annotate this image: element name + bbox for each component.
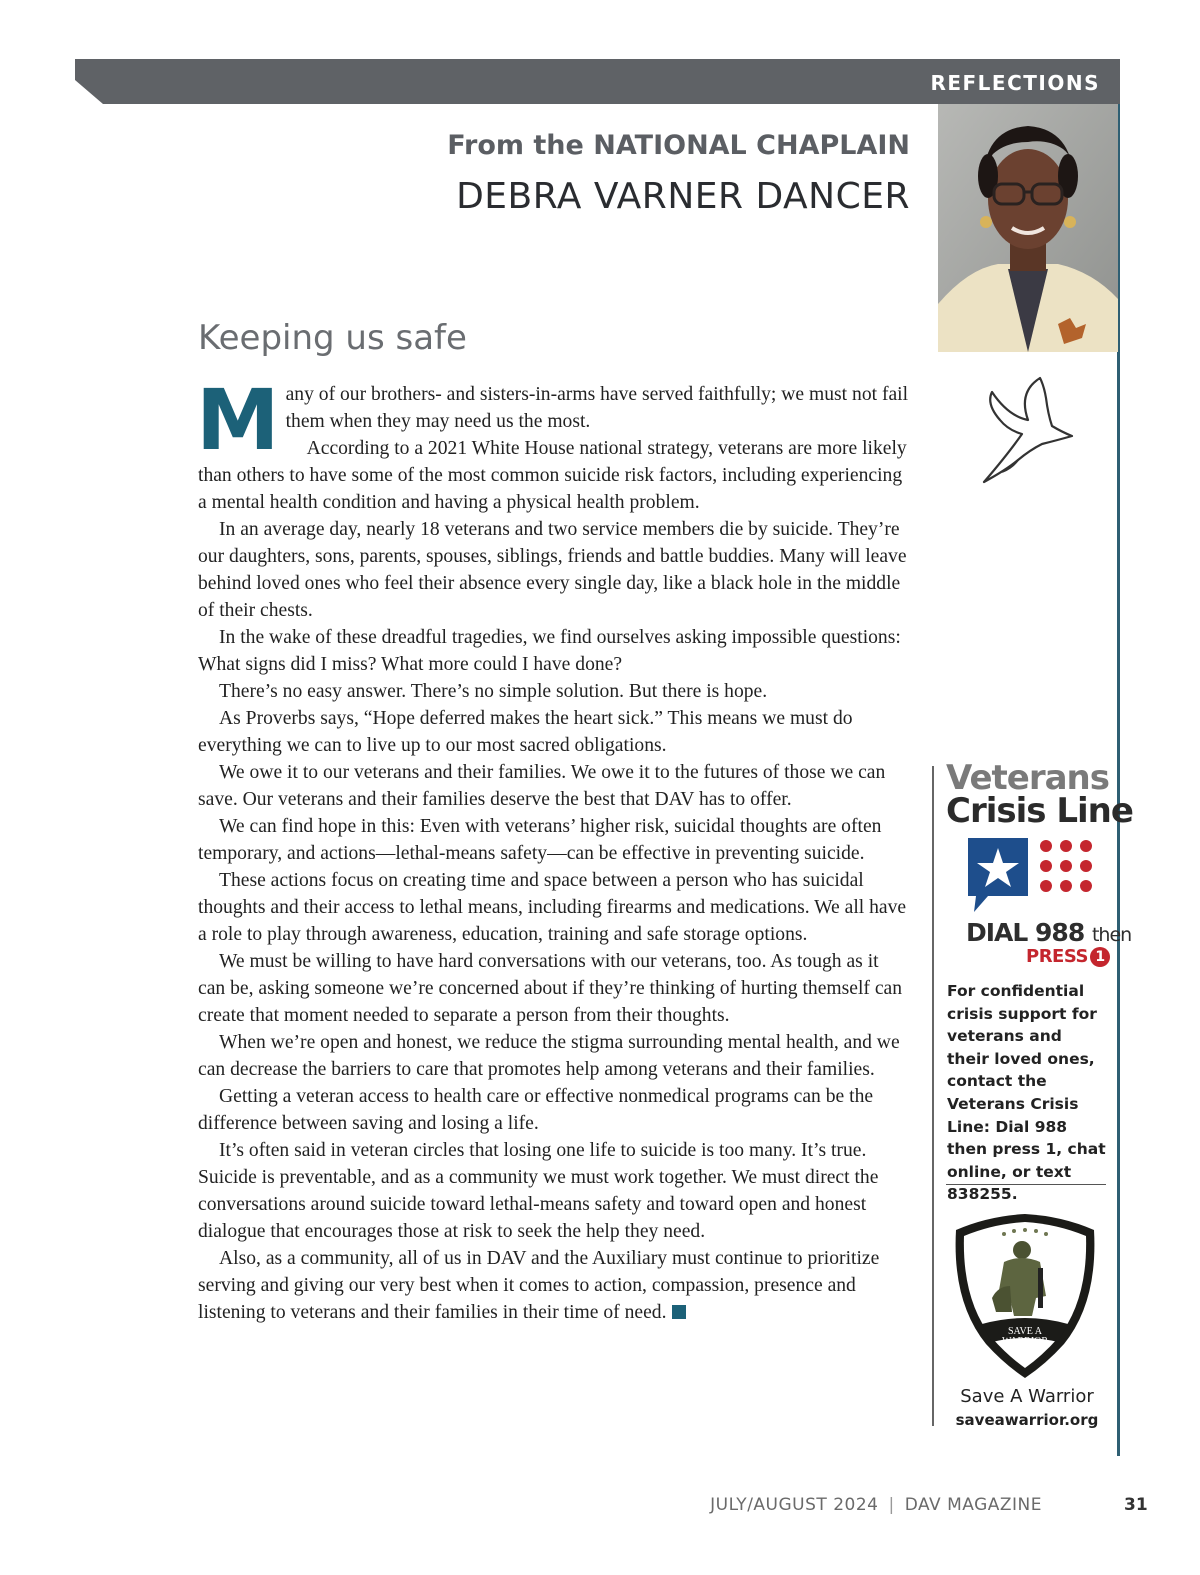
article-paragraph: These actions focus on creating time and space between a person who has suicidal thoughts and their access to lethal means, including firearms and medications. We all have a role to play through awareness, education, training and safe storage options. (198, 870, 907, 945)
saw-logo-text-line1: SAVE A (1008, 1326, 1042, 1337)
press-instruction: PRESS 1 (1026, 946, 1110, 967)
page-footer: JULY/AUGUST 2024 | DAV MAGAZINE (710, 1495, 1042, 1515)
article-body (196, 371, 910, 1326)
author-photo (938, 104, 1118, 352)
save-a-warrior-url[interactable]: saveawarrior.org (955, 1411, 1099, 1429)
column-kicker: From the NATIONAL CHAPLAIN (447, 130, 910, 161)
article-paragraph: In the wake of these dreadful tragedies, we find ourselves asking impossible questions: What signs did I miss? What more could I have done? (198, 627, 901, 675)
article-paragraph: As Proverbs says, “Hope deferred makes the heart sick.” This means we must do everything we can to live up to our most sacred obligations. (198, 708, 853, 756)
article-headline: Keeping us safe (198, 318, 467, 358)
crisis-support-text: For confidential crisis support for veterans and their loved ones, contact the Veterans Crisis Line: Dial 988 then press 1, chat online, or text 838255. (947, 982, 1106, 1204)
sidebar-rule (932, 766, 934, 1426)
press-one-badge: 1 (1090, 947, 1110, 967)
article-paragraph: Also, as a community, all of us in DAV and the Auxiliary must continue to prioritize serving and giving our very best when it comes to action, compassion, presence and listening to veterans and their families in their time of need. (198, 1248, 880, 1323)
article-paragraph: According to a 2021 White House national strategy, veterans are more likely than others to have some of the most common suicide risk factors, including experiencing a mental health condition and having a physical health problem. (198, 438, 907, 513)
article-paragraph: When we’re open and honest, we reduce the stigma surrounding mental health, and we can decrease the barriers to care that promotes help among veterans and their families. (198, 1032, 900, 1080)
dial-instruction: DIAL 988 then (966, 918, 1132, 947)
crisis-line-title: Veterans Crisis Line (946, 758, 1133, 831)
drop-cap: M (196, 371, 280, 469)
end-mark-icon (672, 1305, 686, 1319)
article-paragraph: There’s no easy answer. There’s no simple solution. But there is hope. (219, 681, 768, 702)
crisis-line-logo-icon (966, 836, 1096, 916)
article-paragraph: Getting a veteran access to health care or effective nonmedical programs can be the difference between saving and losing a life. (198, 1086, 874, 1134)
article-paragraph: Many of our brothers- and sisters-in-arms have served faithfully; we must not fail them when they may need us the most. (196, 371, 909, 469)
save-a-warrior-name: Save A Warrior (960, 1386, 1094, 1407)
section-label: REFLECTIONS (930, 71, 1100, 95)
article-paragraph: We owe it to our veterans and their families. We owe it to the futures of those we can save. Our veterans and their families deserve the best that DAV has to offer. (198, 762, 886, 810)
article-paragraph: In an average day, nearly 18 veterans and two service members die by suicide. They’re our daughters, sons, parents, spouses, siblings, friends and battle buddies. Many will leave behind loved ones who feel their absence every single day, like a black hole in the middle of their chests. (198, 519, 907, 621)
save-a-warrior-logo (952, 1212, 1098, 1380)
dove-icon (978, 374, 1078, 489)
author-name: DEBRA VARNER DANCER (456, 176, 910, 217)
article-paragraph: It’s often said in veteran circles that losing one life to suicide is too many. It’s true. Suicide is preventable, and as a community we must work together. We must direct the conversations around suicide toward lethal-means safety and toward open and honest dialogue that encourages those at risk to seek the help they need. (198, 1140, 879, 1242)
saw-logo-text-line2: WARRIOR (1001, 1336, 1049, 1347)
page-number: 31 (1124, 1495, 1148, 1515)
article-paragraph: We can find hope in this: Even with veterans’ higher risk, suicidal thoughts are often temporary, and actions—lethal-means safety—can be effective in preventing suicide. (198, 816, 882, 864)
article-paragraph: We must be willing to have hard conversations with our veterans, too. As tough as it can be, asking someone we’re concerned about if they’re thinking of hurting themself can create that moment needed to separate a person from their thoughts. (198, 951, 903, 1026)
sidebar-divider (946, 1184, 1106, 1185)
